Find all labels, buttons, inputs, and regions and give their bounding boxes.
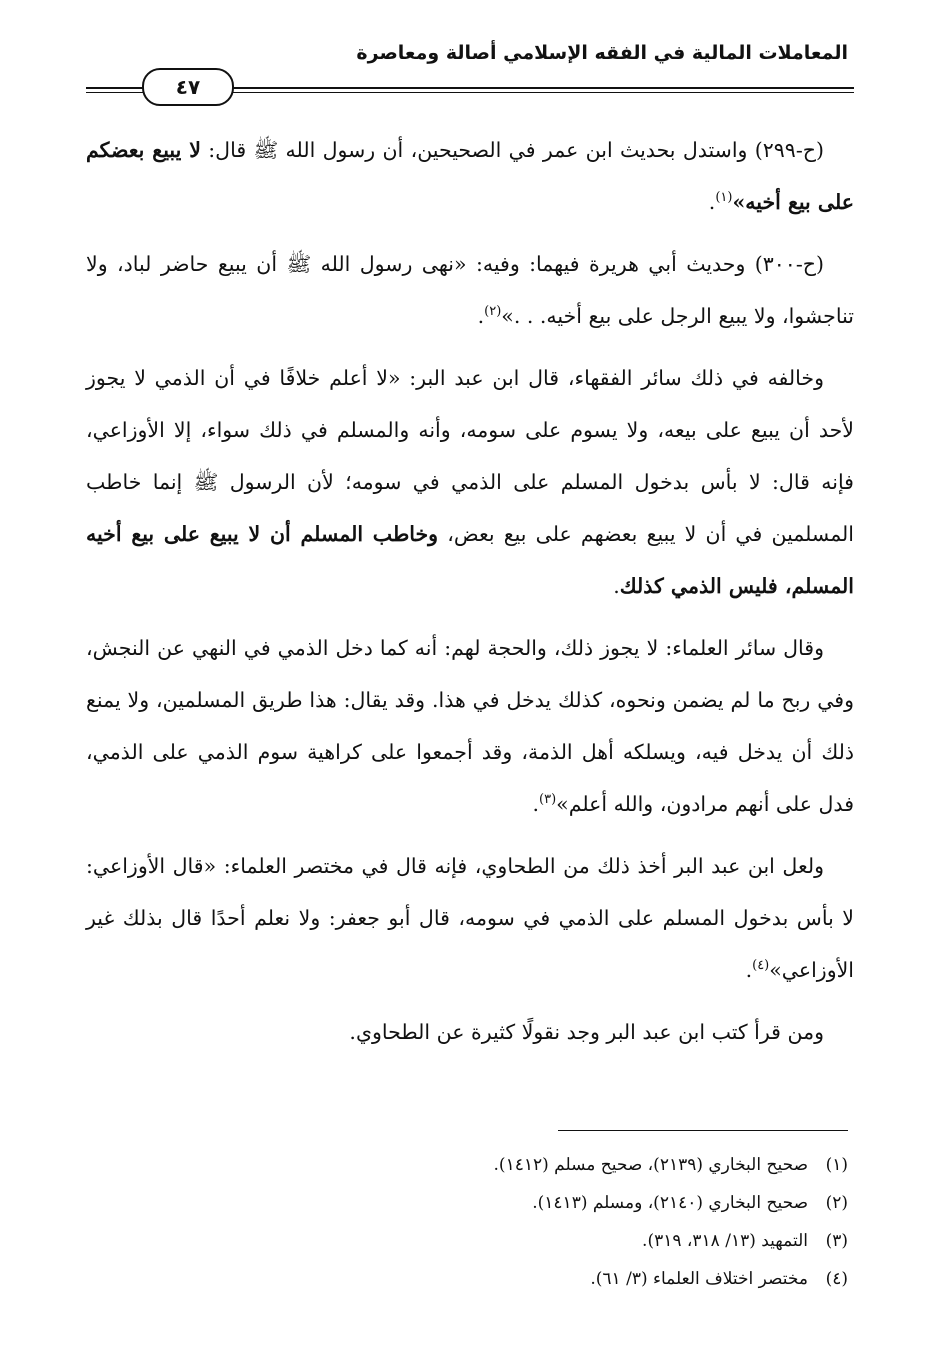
paragraph-closing — [86, 1006, 854, 1058]
footnote-item — [148, 1260, 848, 1298]
footnote-item — [148, 1146, 848, 1184]
footnote-text: صحيح البخاري (٢١٣٩)، صحيح مسلم (١٤١٢). — [493, 1155, 808, 1175]
footnote-number: (٢) — [825, 1193, 848, 1213]
paragraph-other-scholars — [86, 622, 854, 830]
footnotes — [148, 1146, 848, 1298]
paragraph-text: ولعل ابن عبد البر أخذ ذلك من الطحاوي، فإنه قال في مختصر العلماء: «قال الأوزاعي: لا بأس بدخول المسلم على الذمي في سومه، قال أبو جعفر: ولا نعلم أحدًا قال بذلك غير الأوزاعي» — [86, 854, 854, 982]
sentence-end: . — [708, 190, 716, 214]
footnote-number: (٤) — [825, 1269, 848, 1289]
paragraph-text: (ح-٢٩٩) واستدل بحديث ابن عمر في الصحيحين، أن رسول الله ﷺ قال: — [200, 138, 824, 162]
footnote-reference[interactable]: (٢) — [484, 304, 502, 320]
page-number: ٤٧ — [175, 75, 201, 99]
footnote-separator — [558, 1130, 848, 1131]
footnote-reference[interactable]: (٣) — [539, 792, 557, 808]
bold-phrase: وخاطب المسلم أن لا يبيع على بيع أخيه المسلم، فليس الذمي كذلك — [86, 522, 854, 598]
main-text — [86, 124, 854, 1068]
footnote-reference[interactable]: (٤) — [752, 958, 770, 974]
paragraph-hadith-300 — [86, 238, 854, 342]
footnote-text: صحيح البخاري (٢١٤٠)، ومسلم (١٤١٣). — [532, 1193, 808, 1213]
sentence-end: . — [532, 792, 540, 816]
paragraph-text: وقال سائر العلماء: لا يجوز ذلك، والحجة لهم: أنه كما دخل الذمي في النهي عن النجش، وفي ربح ما لم يضمن ونحوه، كذلك يدخل في هذا. وقد يقال: هذا طريق المسلمين، ولا يمنع ذلك أن يدخل فيه، ويسلكه أهل الذمة، وقد أجمعوا على كراهية سوم الذمي على الذمي، فدل على أنهم مرادون، والله أعلم» — [86, 636, 854, 816]
sentence-end: . — [477, 304, 485, 328]
footnote-text: مختصر اختلاف العلماء (٣/ ٦١). — [590, 1269, 808, 1289]
paragraph-text: (ح-٣٠٠) وحديث أبي هريرة فيهما: وفيه: «نهى رسول الله ﷺ أن يبيع حاضر لباد، ولا تناجشوا، ولا يبيع الرجل على بيع أخيه. . .» — [86, 252, 854, 328]
footnote-reference[interactable]: (١) — [715, 190, 733, 206]
page-number-badge — [142, 68, 234, 106]
footnote-text: التمهيد (١٣/ ٣١٨، ٣١٩). — [642, 1231, 808, 1251]
running-title: المعاملات المالية في الفقه الإسلامي أصالة ومعاصرة — [356, 42, 848, 64]
footnote-item — [148, 1184, 848, 1222]
sentence-end: . — [613, 574, 620, 598]
paragraph-text: ومن قرأ كتب ابن عبد البر وجد نقولًا كثيرة عن الطحاوي. — [349, 1020, 824, 1044]
footnote-number: (١) — [825, 1155, 848, 1175]
footnote-number: (٣) — [825, 1231, 848, 1251]
paragraph-hadith-299 — [86, 124, 854, 228]
paragraph-ibn-abd-al-barr — [86, 352, 854, 612]
paragraph-text: وخالفه في ذلك سائر الفقهاء، قال ابن عبد البر: «لا أعلم خلافًا في أن الذمي لا يجوز لأحد أن يبيع على بيعه، ولا يسوم على سومه، وأنه والمسلم في ذلك سواء، إلا الأوزاعي، فإنه قال: لا بأس بدخول المسلم على الذمي في سومه؛ لأن الرسول ﷺ إنما خاطب المسلمين في أن لا يبيع بعضهم على بيع بعض، — [86, 366, 854, 546]
sentence-end: . — [745, 958, 753, 982]
paragraph-tahawi — [86, 840, 854, 996]
hadith-quote-bold: لا يبيع بعضكم على بيع أخيه» — [86, 138, 854, 214]
footnote-item — [148, 1222, 848, 1260]
